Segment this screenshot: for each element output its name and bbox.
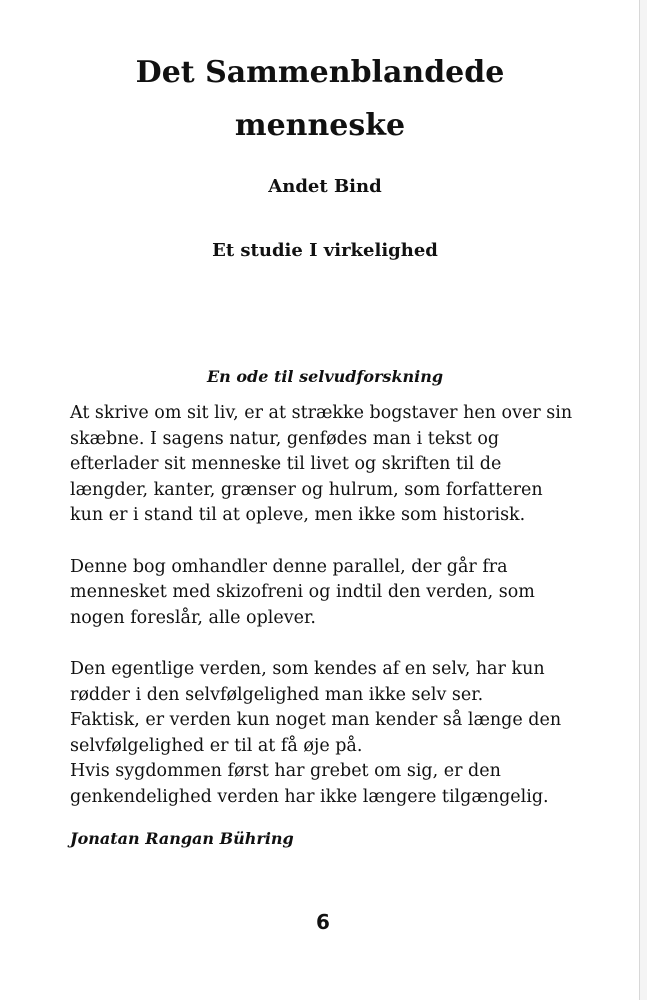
text-line: nogen foreslår, alle oplever.	[70, 607, 316, 628]
volume-label: Andet Bind	[268, 176, 382, 197]
section-heading: En ode til selvudforskning	[206, 367, 444, 386]
text-line: Faktisk, er verden kun noget man kender så længe den	[70, 710, 562, 731]
body-text	[70, 401, 615, 836]
text-line: rødder i den selvfølgelighed man ikke selv ser.	[70, 684, 484, 705]
paragraph	[70, 657, 615, 811]
text-line: skæbne. I sagens natur, genfødes man i tekst og	[70, 428, 500, 449]
text-line: mennesket med skizofreni og indtil den verden, som	[70, 582, 535, 603]
text-line: længder, kanter, grænser og hulrum, som forfatteren	[70, 479, 543, 500]
page-number: 6	[316, 910, 330, 934]
subtitle: Et studie I virkelighed	[212, 240, 438, 261]
text-line: Den egentlige verden, som kendes af en selv, har kun	[70, 658, 545, 679]
text-line: efterlader sit menneske til livet og skriften til de	[70, 454, 502, 475]
page-title	[20, 46, 620, 152]
text-line: Hvis sygdommen først har grebet om sig, er den	[70, 761, 501, 782]
paragraph	[70, 401, 615, 529]
text-line: genkendelighed verden har ikke længere tilgængelig.	[70, 786, 549, 807]
author-name: Jonatan Rangan Bühring	[70, 829, 294, 848]
text-line: kun er i stand til at opleve, men ikke som historisk.	[70, 505, 526, 526]
title-line-1: Det Sammenblandede	[135, 55, 505, 90]
paragraph	[70, 555, 615, 632]
text-line: At skrive om sit liv, er at strække bogstaver hen over sin	[70, 403, 573, 423]
page-edge	[639, 0, 647, 1000]
text-line: Denne bog omhandler denne parallel, der går fra	[70, 556, 508, 577]
title-line-2: menneske	[234, 108, 406, 143]
text-line: selvfølgelighed er til at få øje på.	[70, 735, 363, 756]
